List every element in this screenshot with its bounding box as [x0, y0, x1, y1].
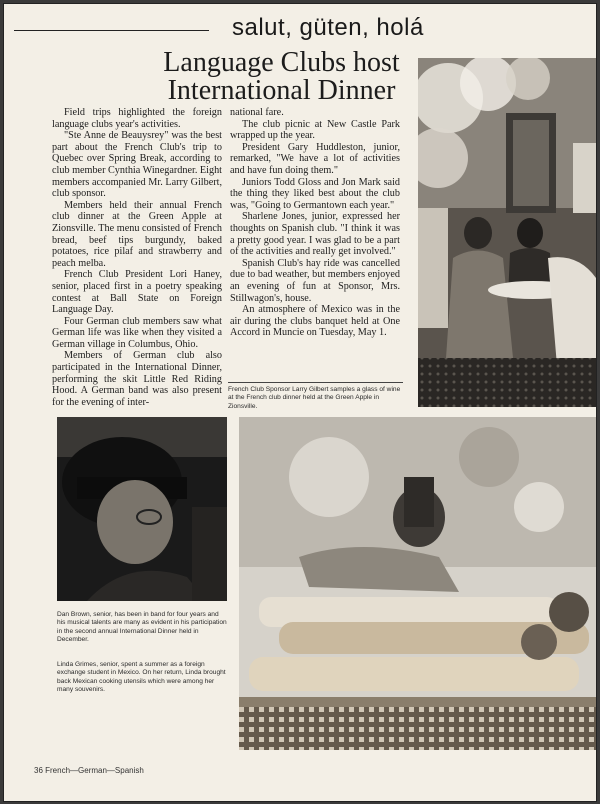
headline: Language Clubs host International Dinner — [163, 47, 400, 106]
yearbook-page — [3, 3, 597, 802]
paragraph: "Ste Anne de Beauysrey" was the best part about the French Club's trip to Quebec over Spring Break, according to club member Cynthia Winegardner. Eight members accompanied Mr. Larry Gilbert, club sponsor. — [52, 130, 222, 200]
paragraph: French Club President Lori Haney, senior, placed first in a poetry speaking contest at Ball State on Foreign Language Day. — [52, 269, 222, 316]
kicker-text: salut, güten, holá — [232, 14, 424, 41]
caption-rule — [228, 382, 403, 383]
paragraph: Juniors Todd Gloss and Jon Mark said the thing they liked best about the club was, "Going to Germantown each year." — [230, 176, 400, 211]
dinner-caption: French Club Sponsor Larry Gilbert samples a glass of wine at the French club dinner held at the Green Apple in Zionsville. — [228, 386, 401, 410]
paragraph: Spanish Club's hay ride was cancelled due to bad weather, but members enjoyed an evening of fun at Sponsor, Mrs. Stillwagon's, house. — [230, 257, 400, 304]
paragraph: An atmosphere of Mexico was in the air during the clubs banquet held at One Accord in Muncie on Tuesday, May 1. — [230, 304, 400, 339]
portrait-photo — [57, 417, 227, 601]
paragraph: Four German club members saw what German life was like when they visited a German village in Columbus, Ohio. — [52, 315, 222, 350]
paragraph: Members of German club also participated in the International Dinner, performing the skit Little Red Riding Hood. A German band was also present for the evening of inter- — [52, 350, 222, 408]
page-folio: 36 French—German—Spanish — [34, 766, 144, 775]
paragraph: national fare. — [230, 107, 284, 118]
portrait-caption: Dan Brown, senior, has been in band for four years and his musical talents are many as evident in his participation in the second annual International Dinner held in December. — [57, 611, 227, 644]
kicker-rule — [14, 30, 209, 31]
paragraph: Sharlene Jones, junior, expressed her thoughts on Spanish club. "I think it was a pretty good year. I was glad to be a part of the activities and really get involved." — [230, 211, 400, 258]
utensils-photo — [239, 417, 597, 750]
paragraph: The club picnic at New Castle Park wrapped up the year. — [230, 118, 400, 142]
paragraph: Members held their annual French club dinner at the Green Apple at Zionsville. The menu consisted of French bread, beef tips burgundy, baked potatoes, rice pilaf and strawberry and peach melba. — [52, 199, 222, 269]
utensils-caption: Linda Grimes, senior, spent a summer as a foreign exchange student in Mexico. On her return, Linda brought back Mexican cooking utensils which were among her many souvenirs. — [57, 661, 226, 694]
dinner-photo — [418, 58, 597, 407]
paragraph: Field trips highlighted the foreign language clubs year's activities. — [52, 107, 222, 130]
body-column-2 — [230, 107, 400, 339]
paragraph: President Gary Huddleston, junior, remarked, "We have a lot of activities and have fun doing them." — [230, 141, 400, 176]
body-column-1 — [52, 107, 222, 408]
